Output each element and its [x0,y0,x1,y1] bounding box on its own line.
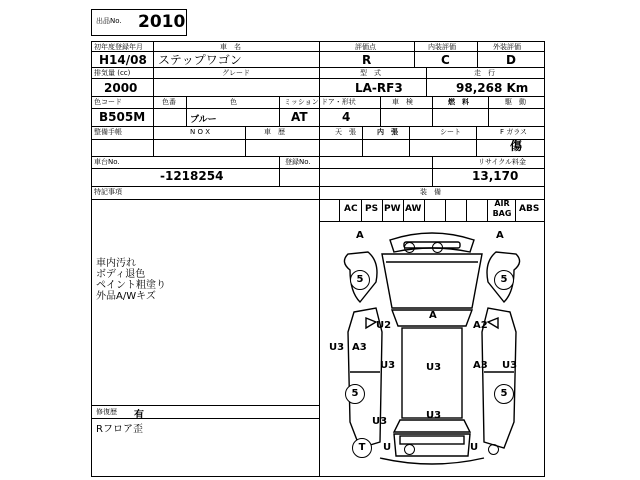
equip-ps: PS [365,204,379,214]
mark-door-r-outer: U3 [502,360,518,371]
rule [432,96,433,126]
roof-label: 天 張 [335,128,356,136]
rule [91,156,545,157]
mark-roof: U3 [426,362,442,373]
rule [426,67,427,96]
exterior-value: D [506,53,516,67]
mileage-label: 走 行 [474,69,495,77]
nox-label: N O X [190,128,210,136]
repair-label: 修復歴 [96,408,117,416]
wheel-rl: 5 [345,384,365,404]
rule [515,199,516,221]
mark-front-left: A [356,230,364,241]
rule [279,96,280,126]
drive-label: 駆 動 [505,98,526,106]
rule [153,41,154,96]
rule [487,199,488,221]
mark-door-l-outer: U3 [329,342,345,353]
exterior-label: 外装評価 [493,43,521,51]
rule [414,41,415,67]
rule [409,126,410,156]
note-line: 車内汚れ [96,258,136,269]
note-line: ボディ退色 [96,269,146,280]
color-code-value: B505M [99,110,146,124]
transmission-label: ミッション [284,98,319,106]
small-circle [404,444,415,455]
model-value: LA-RF3 [355,81,403,95]
score-value: R [362,53,372,67]
maintenance-label: 整備手帳 [94,128,122,136]
chassis-label: 車台No. [94,158,120,166]
transmission-value: AT [291,110,308,124]
car-name-value: ステップワゴン [158,53,242,67]
mileage-value: 98,268 Km [456,81,529,95]
lot-label: 出品No. [96,17,122,25]
seat-label: シート [440,128,461,136]
rule [153,96,154,126]
score-label: 評価点 [355,43,376,51]
recycle-label: リサイクル料金 [478,158,527,166]
small-circle [404,242,415,253]
mark-bottom-u1: U [383,442,392,453]
bottom-t: T [352,438,372,458]
note-line: ペイント粗塗り [96,280,166,291]
rule [279,156,280,186]
interior-value: C [441,53,450,67]
rule [380,96,381,126]
rule [382,199,383,221]
rule [466,199,467,221]
rule [91,78,545,79]
rule [477,41,478,67]
wheel-fl: 5 [350,270,370,290]
equip-aw: AW [405,204,422,214]
wheel-fr: 5 [494,270,514,290]
equip-abs: ABS [519,204,540,214]
repair-value: 有 [134,410,144,421]
rule [361,199,362,221]
mark-front-right: A [496,230,504,241]
rule [445,199,446,221]
rule [362,126,363,156]
mark-rear-door-l: U3 [380,360,396,371]
equip-pw: PW [384,204,401,214]
mark-door-l-inner: A3 [352,342,367,353]
rule [245,126,246,156]
rule [432,156,433,186]
rule [91,186,545,187]
notes-list [96,258,166,302]
color-label: 色 [230,98,237,106]
history-label: 車 歴 [264,128,285,136]
rule [91,418,319,419]
small-circle [488,444,499,455]
interior-trim-label: 内 張 [377,128,398,136]
color-no-label: 色番 [162,98,176,106]
mark-rear-l: U3 [372,416,388,427]
rule [476,126,477,156]
mark-trunk: U3 [426,410,442,421]
color-code-label: 色コード [94,98,122,106]
rule [91,405,319,406]
capacity-label: 車 検 [392,98,413,106]
glass-label: F ガラス [500,128,528,136]
doors-value: 4 [342,110,351,124]
rule [403,199,404,221]
equipment-grid [319,199,545,221]
interior-label: 内装評価 [428,43,456,51]
small-circle [432,242,443,253]
displacement-value: 2000 [104,81,138,95]
lot-number: 2010 [138,12,186,32]
chassis-value: -1218254 [160,169,224,183]
model-label: 型 式 [360,69,381,77]
notes-label: 特記事項 [94,188,122,196]
mark-fender-l: U2 [376,320,392,331]
rule [339,199,340,221]
rule [91,108,545,109]
registration-label: 登録No. [285,158,311,166]
fuel-label: 燃 料 [448,98,469,106]
recycle-value: 13,170 [472,169,519,183]
wheel-rr: 5 [494,384,514,404]
mark-bottom-u2: U [470,442,479,453]
mark-door-r-inner: A3 [473,360,488,371]
first-reg-label: 初年度登録年月 [94,43,143,51]
rule [488,96,489,126]
equip-airbag: AIR BAG [492,199,512,218]
repair-detail: Rフロア歪 [96,424,143,435]
displacement-label: 排気量 (cc) [94,69,131,77]
equipment-label: 装 備 [420,188,441,196]
rule [424,199,425,221]
grade-label: グレード [222,69,250,77]
note-line: 外品A/Wキズ [96,291,156,302]
car-name-label: 車 名 [220,43,241,51]
first-reg-value: H14/08 [99,53,147,67]
doors-label: ドア・形状 [321,98,356,106]
equip-ac: AC [344,204,358,214]
rule [186,96,187,126]
color-value: ブルー [190,115,217,125]
glass-value: 傷 [510,139,523,153]
rule [153,126,154,156]
mark-fender-r: A2 [473,320,488,331]
mark-hood: A [429,310,437,321]
